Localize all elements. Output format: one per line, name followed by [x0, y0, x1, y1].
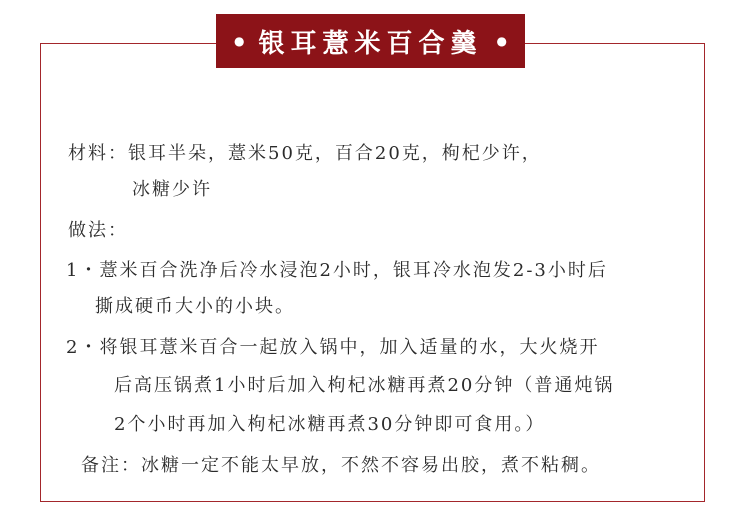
right-bullet-icon: ●	[496, 34, 507, 48]
step-2-line-3: 2个小时再加入枸杞冰糖再煮30分钟即可食用。）	[114, 414, 546, 435]
step-1-line-2: 撕成硬币大小的小块。	[95, 296, 295, 317]
note-line: 备注：冰糖一定不能太早放，不然不容易出胶，煮不粘稠。	[81, 455, 601, 476]
method-label: 做法：	[68, 220, 128, 241]
step-2-line-2: 后高压锅煮1小时后加入枸杞冰糖再煮20分钟（普通炖锅	[114, 375, 615, 396]
step-1-line-1: 1・薏米百合洗净后冷水浸泡2小时，银耳冷水泡发2-3小时后	[66, 260, 608, 281]
materials-line-1: 材料：银耳半朵，薏米50克，百合20克，枸杞少许，	[68, 143, 542, 164]
step-2-line-1: 2・将银耳薏米百合一起放入锅中，加入适量的水，大火烧开	[66, 337, 600, 358]
recipe-title: 银耳薏米百合羹	[258, 28, 483, 59]
left-bullet-icon: ●	[234, 34, 245, 48]
materials-line-2: 冰糖少许	[132, 179, 212, 200]
